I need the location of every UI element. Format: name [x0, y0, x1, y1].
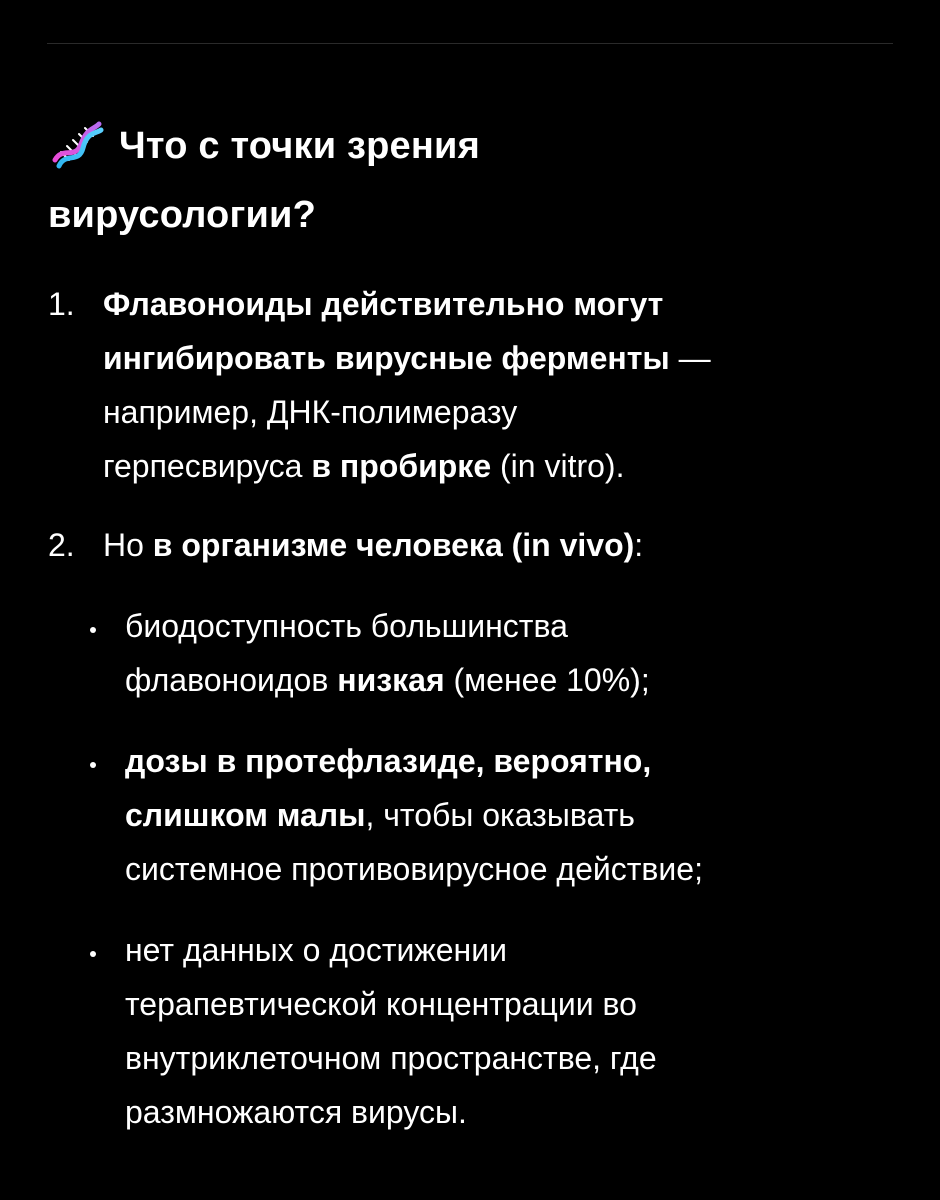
- section-heading-line-2: вирусологии?: [48, 194, 317, 236]
- bullet-1-line-1: биодоступность большинства: [125, 608, 568, 644]
- bullet-3-line-4: размножаются вирусы.: [125, 1094, 467, 1130]
- bullet-2-line-1: дозы в протефлазиде, вероятно,: [125, 743, 652, 779]
- bullet-2-line-2: слишком малы, чтобы оказывать: [125, 797, 635, 833]
- list-item-1-line-4: герпесвируса в пробирке (in vitro).: [103, 448, 625, 484]
- list-item-1-line-1: Флавоноиды действительно могут: [103, 286, 664, 322]
- bullet-dot-2: [90, 762, 96, 768]
- section-heading-line-1: Что с точки зрения: [119, 125, 480, 167]
- bullet-3-line-3: внутриклеточном пространстве, где: [125, 1040, 657, 1076]
- bullet-dot-3: [90, 951, 96, 957]
- list-item-2-line-1: Но в организме человека (in vivo):: [103, 527, 644, 563]
- list-number-2: 2.: [48, 527, 75, 563]
- bullet-2-line-3: системное противовирусное действие;: [125, 851, 703, 887]
- list-item-1-line-3: например, ДНК-полимеразу: [103, 394, 518, 430]
- top-divider: [47, 43, 893, 44]
- dna-icon: [49, 116, 105, 172]
- bullet-3-line-2: терапевтической концентрации во: [125, 986, 637, 1022]
- list-item-1-line-2: ингибировать вирусные ферменты —: [103, 340, 711, 376]
- bullet-3-line-1: нет данных о достижении: [125, 932, 507, 968]
- list-number-1: 1.: [48, 286, 75, 322]
- bullet-1-line-2: флавоноидов низкая (менее 10%);: [125, 662, 650, 698]
- bullet-dot-1: [90, 627, 96, 633]
